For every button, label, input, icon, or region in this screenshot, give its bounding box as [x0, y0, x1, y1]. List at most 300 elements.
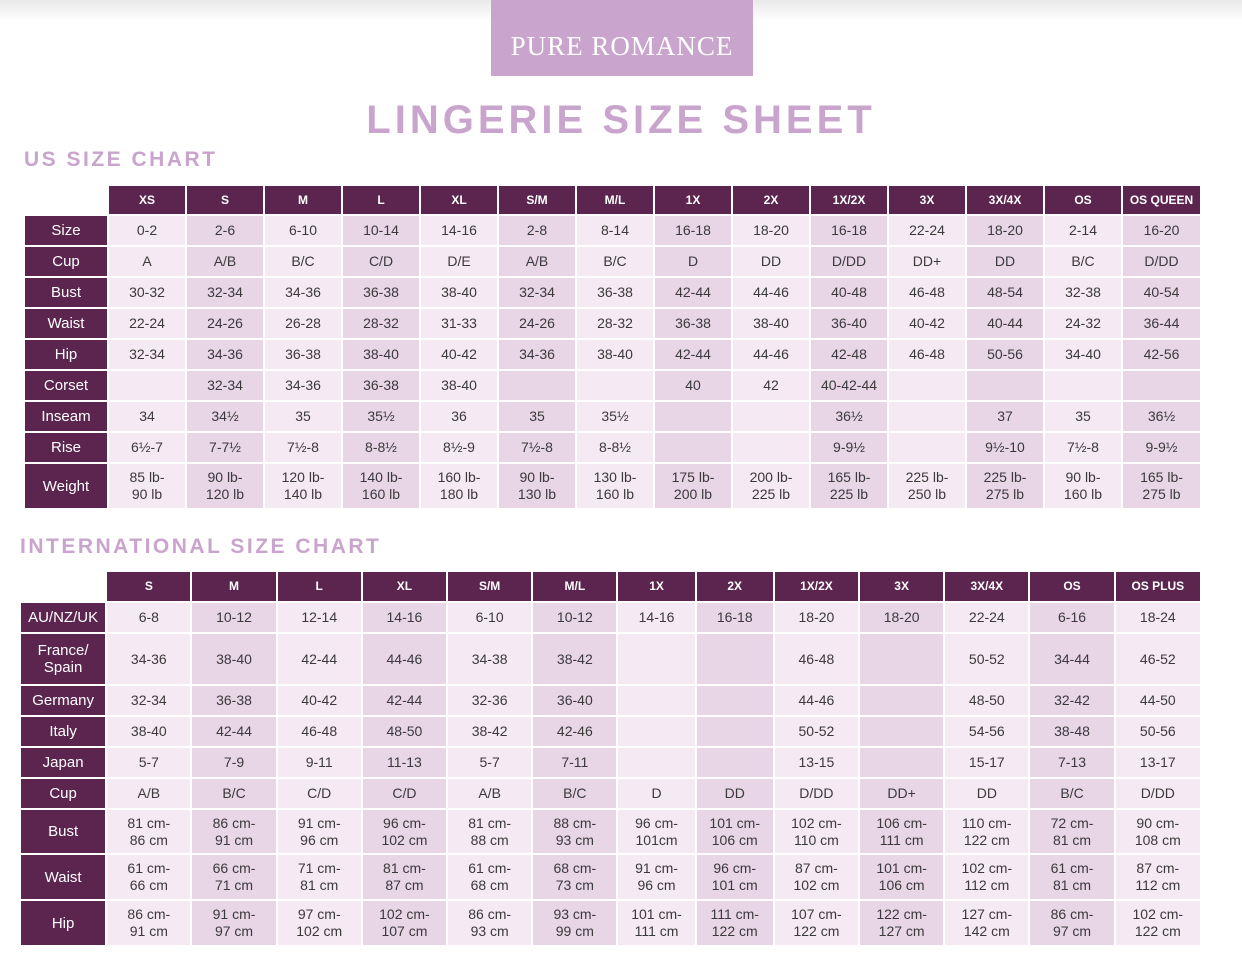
- table-cell: 22-24: [888, 215, 966, 246]
- table-cell: [498, 370, 576, 401]
- table-cell: [108, 370, 186, 401]
- table-cell: 48-50: [362, 716, 447, 747]
- table-cell: 35: [498, 401, 576, 432]
- table-cell: 7-11: [532, 747, 617, 778]
- table-cell: [732, 401, 810, 432]
- table-cell: 35½: [342, 401, 420, 432]
- table-cell: 54-56: [944, 716, 1029, 747]
- table-cell: 7½-8: [264, 432, 342, 463]
- table-cell: 91 cm- 97 cm: [191, 900, 276, 946]
- column-header-3x-4x: 3X/4X: [944, 571, 1029, 602]
- column-header-l: L: [342, 185, 420, 215]
- table-cell: B/C: [264, 246, 342, 277]
- table-cell: 102 cm- 122 cm: [1115, 900, 1201, 946]
- table-cell: 111 cm- 122 cm: [696, 900, 774, 946]
- table-row: [24, 370, 1201, 401]
- table-cell: 102 cm- 107 cm: [362, 900, 447, 946]
- column-header-os: OS: [1044, 185, 1122, 215]
- column-header-m: M: [191, 571, 276, 602]
- row-header-size: Size: [24, 215, 108, 246]
- table-cell: 38-48: [1029, 716, 1114, 747]
- table-cell: 81 cm- 86 cm: [106, 809, 191, 854]
- row-header-cup: Cup: [20, 778, 106, 809]
- table-row: [20, 809, 1201, 854]
- table-cell: 28-32: [576, 308, 654, 339]
- table-corner: [20, 571, 106, 602]
- table-cell: [966, 370, 1044, 401]
- table-cell: 42: [732, 370, 810, 401]
- table-cell: [696, 633, 774, 685]
- column-header-xl: XL: [420, 185, 498, 215]
- row-header-inseam: Inseam: [24, 401, 108, 432]
- row-header-italy: Italy: [20, 716, 106, 747]
- table-cell: 38-40: [420, 370, 498, 401]
- column-header-2x: 2X: [732, 185, 810, 215]
- table-cell: 35½: [576, 401, 654, 432]
- column-header-1x: 1X: [654, 185, 732, 215]
- table-cell: 42-44: [191, 716, 276, 747]
- table-cell: [859, 716, 944, 747]
- table-cell: 46-48: [774, 633, 859, 685]
- table-cell: 7-13: [1029, 747, 1114, 778]
- table-row: [20, 900, 1201, 946]
- table-cell: 38-40: [576, 339, 654, 370]
- table-cell: 225 lb- 275 lb: [966, 463, 1044, 509]
- table-cell: 48-54: [966, 277, 1044, 308]
- table-cell: 22-24: [944, 602, 1029, 633]
- table-cell: [617, 685, 695, 716]
- table-cell: 40-42: [888, 308, 966, 339]
- table-cell: 36: [420, 401, 498, 432]
- table-cell: 36-38: [654, 308, 732, 339]
- table-cell: 24-32: [1044, 308, 1122, 339]
- table-cell: 36-40: [532, 685, 617, 716]
- column-header-s: S: [106, 571, 191, 602]
- table-cell: 44-46: [732, 339, 810, 370]
- table-cell: 34-36: [106, 633, 191, 685]
- table-cell: DD: [732, 246, 810, 277]
- row-header-rise: Rise: [24, 432, 108, 463]
- table-cell: D/E: [420, 246, 498, 277]
- table-cell: 90 lb- 160 lb: [1044, 463, 1122, 509]
- intl-size-table: [19, 570, 1202, 947]
- row-header-bust: Bust: [20, 809, 106, 854]
- table-cell: 91 cm- 96 cm: [617, 854, 695, 900]
- table-cell: 34: [108, 401, 186, 432]
- table-cell: 86 cm- 91 cm: [106, 900, 191, 946]
- table-cell: 90 lb- 130 lb: [498, 463, 576, 509]
- table-cell: 140 lb- 160 lb: [342, 463, 420, 509]
- table-cell: 42-48: [810, 339, 888, 370]
- table-cell: 91 cm- 96 cm: [277, 809, 362, 854]
- table-row: [20, 685, 1201, 716]
- table-cell: [859, 633, 944, 685]
- table-cell: 110 cm- 122 cm: [944, 809, 1029, 854]
- table-cell: 40-42: [420, 339, 498, 370]
- table-cell: 66 cm- 71 cm: [191, 854, 276, 900]
- table-cell: 26-28: [264, 308, 342, 339]
- table-cell: B/C: [1029, 778, 1114, 809]
- table-cell: 90 cm- 108 cm: [1115, 809, 1201, 854]
- table-cell: 32-34: [108, 339, 186, 370]
- table-cell: 6-16: [1029, 602, 1114, 633]
- table-cell: 18-20: [966, 215, 1044, 246]
- table-cell: 61 cm- 81 cm: [1029, 854, 1114, 900]
- table-cell: 48-50: [944, 685, 1029, 716]
- table-cell: 44-50: [1115, 685, 1201, 716]
- table-cell: 8½-9: [420, 432, 498, 463]
- table-cell: 38-42: [532, 633, 617, 685]
- table-cell: 38-40: [420, 277, 498, 308]
- table-cell: 46-48: [888, 339, 966, 370]
- table-cell: 40: [654, 370, 732, 401]
- row-header-germany: Germany: [20, 685, 106, 716]
- table-cell: [617, 716, 695, 747]
- table-cell: 44-46: [362, 633, 447, 685]
- column-header-3x: 3X: [888, 185, 966, 215]
- table-cell: 36-38: [342, 277, 420, 308]
- table-cell: 200 lb- 225 lb: [732, 463, 810, 509]
- table-cell: 102 cm- 110 cm: [774, 809, 859, 854]
- table-cell: 40-42-44: [810, 370, 888, 401]
- table-cell: 13-15: [774, 747, 859, 778]
- column-header-xs: XS: [108, 185, 186, 215]
- table-row: [20, 854, 1201, 900]
- table-cell: [888, 401, 966, 432]
- table-cell: 14-16: [420, 215, 498, 246]
- table-cell: 61 cm- 68 cm: [447, 854, 532, 900]
- table-cell: 40-48: [810, 277, 888, 308]
- table-cell: 175 lb- 200 lb: [654, 463, 732, 509]
- table-cell: 9-11: [277, 747, 362, 778]
- table-cell: 46-52: [1115, 633, 1201, 685]
- table-cell: 87 cm- 102 cm: [774, 854, 859, 900]
- table-cell: 8-8½: [342, 432, 420, 463]
- table-cell: 28-32: [342, 308, 420, 339]
- table-cell: 120 lb- 140 lb: [264, 463, 342, 509]
- table-cell: 87 cm- 112 cm: [1115, 854, 1201, 900]
- table-cell: 6-10: [447, 602, 532, 633]
- table-cell: 96 cm- 101 cm: [696, 854, 774, 900]
- table-row: [24, 463, 1201, 509]
- table-cell: 97 cm- 102 cm: [277, 900, 362, 946]
- table-cell: 160 lb- 180 lb: [420, 463, 498, 509]
- table-corner: [24, 185, 108, 215]
- table-cell: 40-54: [1122, 277, 1201, 308]
- row-header-hip: Hip: [24, 339, 108, 370]
- table-cell: 34-44: [1029, 633, 1114, 685]
- table-cell: 44-46: [774, 685, 859, 716]
- table-cell: [696, 716, 774, 747]
- table-cell: 5-7: [447, 747, 532, 778]
- table-cell: 8-8½: [576, 432, 654, 463]
- column-header-m-l: M/L: [532, 571, 617, 602]
- table-cell: B/C: [1044, 246, 1122, 277]
- table-cell: 36-44: [1122, 308, 1201, 339]
- table-cell: D/DD: [810, 246, 888, 277]
- table-cell: 11-13: [362, 747, 447, 778]
- table-cell: 85 lb- 90 lb: [108, 463, 186, 509]
- table-cell: 127 cm- 142 cm: [944, 900, 1029, 946]
- table-cell: 101 cm- 106 cm: [859, 854, 944, 900]
- us-size-table: [23, 184, 1202, 510]
- table-cell: [654, 401, 732, 432]
- table-cell: 96 cm- 101cm: [617, 809, 695, 854]
- table-cell: 81 cm- 87 cm: [362, 854, 447, 900]
- table-cell: 35: [1044, 401, 1122, 432]
- table-cell: 72 cm- 81 cm: [1029, 809, 1114, 854]
- table-cell: [696, 747, 774, 778]
- table-cell: 38-42: [447, 716, 532, 747]
- table-cell: 68 cm- 73 cm: [532, 854, 617, 900]
- table-cell: 6-10: [264, 215, 342, 246]
- table-cell: B/C: [532, 778, 617, 809]
- table-cell: 34-38: [447, 633, 532, 685]
- column-header-1x-2x: 1X/2X: [774, 571, 859, 602]
- table-cell: 2-14: [1044, 215, 1122, 246]
- table-cell: A/B: [106, 778, 191, 809]
- table-cell: [617, 633, 695, 685]
- table-cell: 18-20: [732, 215, 810, 246]
- column-header-os-plus: OS PLUS: [1115, 571, 1201, 602]
- table-cell: 37: [966, 401, 1044, 432]
- table-cell: 32-34: [498, 277, 576, 308]
- table-cell: [1044, 370, 1122, 401]
- table-cell: 38-40: [106, 716, 191, 747]
- column-header-os: OS: [1029, 571, 1114, 602]
- table-row: [20, 716, 1201, 747]
- table-cell: 40-44: [966, 308, 1044, 339]
- table-cell: 165 lb- 275 lb: [1122, 463, 1201, 509]
- column-header-l: L: [277, 571, 362, 602]
- table-cell: 14-16: [362, 602, 447, 633]
- table-cell: B/C: [191, 778, 276, 809]
- column-header-os-queen: OS QUEEN: [1122, 185, 1201, 215]
- table-cell: 40-42: [277, 685, 362, 716]
- table-cell: 61 cm- 66 cm: [106, 854, 191, 900]
- table-cell: 32-38: [1044, 277, 1122, 308]
- row-header-bust: Bust: [24, 277, 108, 308]
- table-cell: 42-44: [277, 633, 362, 685]
- table-cell: 34½: [186, 401, 264, 432]
- table-cell: 22-24: [108, 308, 186, 339]
- table-row: [24, 215, 1201, 246]
- table-cell: [888, 432, 966, 463]
- table-cell: 6-8: [106, 602, 191, 633]
- table-cell: 90 lb- 120 lb: [186, 463, 264, 509]
- table-cell: 96 cm- 102 cm: [362, 809, 447, 854]
- table-cell: 130 lb- 160 lb: [576, 463, 654, 509]
- table-cell: 42-44: [362, 685, 447, 716]
- table-cell: 18-20: [774, 602, 859, 633]
- row-header-hip: Hip: [20, 900, 106, 946]
- table-row: [24, 339, 1201, 370]
- table-cell: 50-56: [966, 339, 1044, 370]
- table-cell: 2-8: [498, 215, 576, 246]
- table-cell: 101 cm- 111 cm: [617, 900, 695, 946]
- table-cell: 8-14: [576, 215, 654, 246]
- column-header-1x: 1X: [617, 571, 695, 602]
- table-cell: 106 cm- 111 cm: [859, 809, 944, 854]
- table-cell: 6½-7: [108, 432, 186, 463]
- column-header-s-m: S/M: [498, 185, 576, 215]
- table-cell: [696, 685, 774, 716]
- page-title: LINGERIE SIZE SHEET: [366, 98, 876, 142]
- table-cell: 32-36: [447, 685, 532, 716]
- table-cell: 36½: [810, 401, 888, 432]
- row-header-waist: Waist: [24, 308, 108, 339]
- table-cell: 101 cm- 106 cm: [696, 809, 774, 854]
- table-cell: 24-26: [498, 308, 576, 339]
- column-header-s: S: [186, 185, 264, 215]
- table-row: [24, 246, 1201, 277]
- table-cell: DD+: [888, 246, 966, 277]
- table-cell: 102 cm- 112 cm: [944, 854, 1029, 900]
- table-row: [24, 401, 1201, 432]
- table-cell: 18-20: [859, 602, 944, 633]
- table-cell: 42-44: [654, 339, 732, 370]
- table-cell: 50-56: [1115, 716, 1201, 747]
- table-cell: A/B: [447, 778, 532, 809]
- table-cell: [859, 747, 944, 778]
- table-cell: 36-40: [810, 308, 888, 339]
- table-cell: 46-48: [888, 277, 966, 308]
- table-cell: 42-44: [654, 277, 732, 308]
- table-cell: 15-17: [944, 747, 1029, 778]
- table-cell: 7-7½: [186, 432, 264, 463]
- table-cell: 165 lb- 225 lb: [810, 463, 888, 509]
- table-cell: 13-17: [1115, 747, 1201, 778]
- table-cell: 36-38: [191, 685, 276, 716]
- table-cell: 107 cm- 122 cm: [774, 900, 859, 946]
- column-header-xl: XL: [362, 571, 447, 602]
- table-cell: D/DD: [1122, 246, 1201, 277]
- table-cell: DD: [944, 778, 1029, 809]
- table-cell: [859, 685, 944, 716]
- brand-logo: PURE ROMANCE: [491, 0, 753, 76]
- intl-chart-title: INTERNATIONAL SIZE CHART: [20, 535, 382, 558]
- table-cell: 93 cm- 99 cm: [532, 900, 617, 946]
- table-row: [24, 432, 1201, 463]
- table-cell: 50-52: [944, 633, 1029, 685]
- table-cell: DD: [966, 246, 1044, 277]
- table-cell: C/D: [362, 778, 447, 809]
- table-cell: 42-46: [532, 716, 617, 747]
- table-cell: [888, 370, 966, 401]
- table-cell: A/B: [498, 246, 576, 277]
- table-row: [20, 602, 1201, 633]
- table-cell: C/D: [342, 246, 420, 277]
- table-cell: 7-9: [191, 747, 276, 778]
- table-cell: 7½-8: [1044, 432, 1122, 463]
- row-header-japan: Japan: [20, 747, 106, 778]
- table-cell: D/DD: [774, 778, 859, 809]
- table-cell: 34-36: [498, 339, 576, 370]
- table-cell: 34-40: [1044, 339, 1122, 370]
- table-cell: 44-46: [732, 277, 810, 308]
- column-header-1x-2x: 1X/2X: [810, 185, 888, 215]
- table-cell: 0-2: [108, 215, 186, 246]
- column-header-2x: 2X: [696, 571, 774, 602]
- table-cell: 24-26: [186, 308, 264, 339]
- table-cell: DD: [696, 778, 774, 809]
- table-cell: 32-42: [1029, 685, 1114, 716]
- table-cell: 34-36: [264, 370, 342, 401]
- table-cell: 34-36: [264, 277, 342, 308]
- table-cell: 12-14: [277, 602, 362, 633]
- table-cell: 10-14: [342, 215, 420, 246]
- table-cell: 86 cm- 91 cm: [191, 809, 276, 854]
- row-header-weight: Weight: [24, 463, 108, 509]
- table-cell: 46-48: [277, 716, 362, 747]
- table-row: [24, 277, 1201, 308]
- table-cell: 10-12: [191, 602, 276, 633]
- table-cell: 122 cm- 127 cm: [859, 900, 944, 946]
- table-row: [20, 633, 1201, 685]
- table-cell: A/B: [186, 246, 264, 277]
- table-cell: 16-18: [810, 215, 888, 246]
- table-cell: [1122, 370, 1201, 401]
- column-header-3x: 3X: [859, 571, 944, 602]
- table-cell: 36-38: [576, 277, 654, 308]
- table-row: [24, 308, 1201, 339]
- table-cell: 5-7: [106, 747, 191, 778]
- table-cell: D: [617, 778, 695, 809]
- table-cell: 88 cm- 93 cm: [532, 809, 617, 854]
- table-cell: 32-34: [106, 685, 191, 716]
- table-cell: 86 cm- 97 cm: [1029, 900, 1114, 946]
- table-cell: 71 cm- 81 cm: [277, 854, 362, 900]
- table-cell: D/DD: [1115, 778, 1201, 809]
- table-cell: 38-40: [342, 339, 420, 370]
- row-header-waist: Waist: [20, 854, 106, 900]
- table-cell: 32-34: [186, 277, 264, 308]
- table-cell: 16-18: [654, 215, 732, 246]
- table-cell: 18-24: [1115, 602, 1201, 633]
- table-cell: 32-34: [186, 370, 264, 401]
- table-cell: 9½-10: [966, 432, 1044, 463]
- column-header-3x-4x: 3X/4X: [966, 185, 1044, 215]
- table-cell: 7½-8: [498, 432, 576, 463]
- table-cell: 86 cm- 93 cm: [447, 900, 532, 946]
- row-header-au-nz-uk: AU/NZ/UK: [20, 602, 106, 633]
- table-cell: D: [654, 246, 732, 277]
- table-cell: A: [108, 246, 186, 277]
- table-cell: 225 lb- 250 lb: [888, 463, 966, 509]
- table-cell: B/C: [576, 246, 654, 277]
- row-header-france-spain: France/ Spain: [20, 633, 106, 685]
- table-cell: 35: [264, 401, 342, 432]
- table-cell: [617, 747, 695, 778]
- table-cell: [576, 370, 654, 401]
- table-cell: 36-38: [342, 370, 420, 401]
- table-cell: 36½: [1122, 401, 1201, 432]
- table-cell: 10-12: [532, 602, 617, 633]
- column-header-s-m: S/M: [447, 571, 532, 602]
- table-cell: 38-40: [191, 633, 276, 685]
- row-header-corset: Corset: [24, 370, 108, 401]
- row-header-cup: Cup: [24, 246, 108, 277]
- table-row: [20, 778, 1201, 809]
- table-cell: C/D: [277, 778, 362, 809]
- column-header-m: M: [264, 185, 342, 215]
- table-cell: 16-18: [696, 602, 774, 633]
- table-cell: DD+: [859, 778, 944, 809]
- table-cell: 42-56: [1122, 339, 1201, 370]
- table-cell: [654, 432, 732, 463]
- table-cell: 30-32: [108, 277, 186, 308]
- table-row: [20, 747, 1201, 778]
